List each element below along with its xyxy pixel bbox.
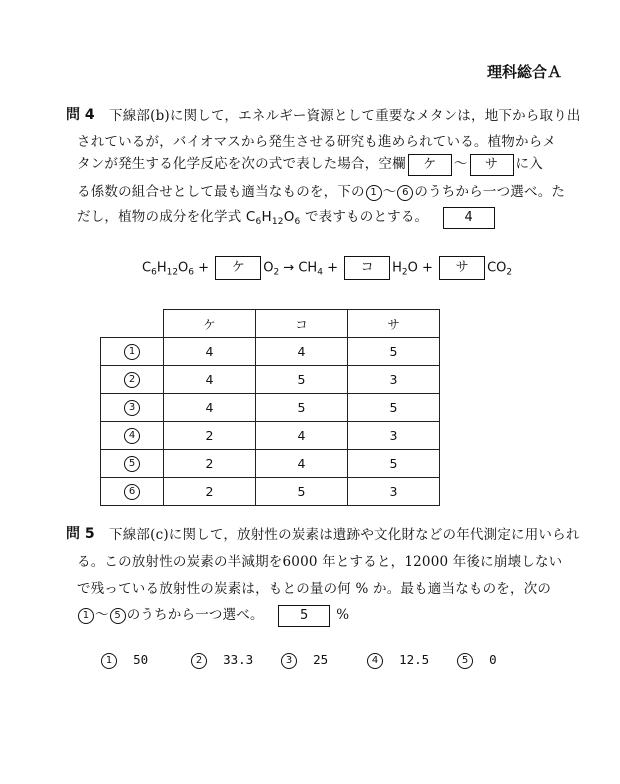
eq-h-sub: 12 <box>166 267 179 278</box>
q4-line5 <box>77 205 497 229</box>
circled-number: 4 <box>367 653 383 669</box>
circled-number: 4 <box>124 428 140 444</box>
eq-o: O <box>178 260 189 276</box>
eq-h: H <box>156 260 167 276</box>
option-1[interactable] <box>100 652 148 669</box>
tilde: 〜 <box>382 184 397 200</box>
chemical-equation <box>142 256 512 280</box>
circled-number: 1 <box>124 344 140 360</box>
blank-ke-box: ケ <box>408 154 452 176</box>
circled-number-5: 5 <box>110 608 126 624</box>
eq-blank-ko-box: コ <box>344 256 390 280</box>
q4-line1: 下線部(b)に関して，エネルギー資源として重要なメタンは，地下から取り出 <box>109 108 581 124</box>
q4-line4-text-c: のうちから一つ選べ。た <box>414 184 566 200</box>
circled-number-6: 6 <box>397 185 413 201</box>
q4-line5-text-a: だし，植物の成分を化学式 <box>77 209 246 225</box>
cell-sa: 3 <box>348 366 440 394</box>
q4-label: 問 4 <box>66 107 95 123</box>
q5-line1: 下線部(c)に関して，放射性の炭素は遺跡や文化財などの年代測定に用いられ <box>109 527 580 543</box>
eq-h2o-o: O <box>407 260 418 276</box>
cell-ko: 5 <box>256 478 348 506</box>
q5-label: 問 5 <box>66 526 95 542</box>
cell-sa: 5 <box>348 394 440 422</box>
cell-ke: 2 <box>164 478 256 506</box>
eq-arrow: → <box>283 260 295 276</box>
cell-ko: 5 <box>256 366 348 394</box>
eq-ch4: CH <box>298 260 318 276</box>
eq-h2o-sub: 2 <box>401 267 408 278</box>
eq-h2o-h: H <box>392 260 402 276</box>
q5-line3: で残っている放射性の炭素は，もとの量の何 % か。最も適当なものを，次の <box>77 581 552 597</box>
cell-ko: 5 <box>256 394 348 422</box>
q4-line5-text-b: で表すものとする。 <box>300 209 429 225</box>
tilde: 〜 <box>453 156 468 172</box>
q4-line3-text-a: タンが発生する化学反応を次の式で表した場合，空欄 <box>77 156 406 172</box>
table-header-ke: ケ <box>164 310 256 338</box>
table-header-sa: サ <box>348 310 440 338</box>
option-value: 12.5 <box>399 652 430 667</box>
q4-line3 <box>77 152 543 176</box>
cell-ke: 4 <box>164 366 256 394</box>
eq-c: C <box>142 260 152 276</box>
eq-plus: + <box>422 260 433 276</box>
row-number-cell <box>101 366 164 394</box>
q4-line4 <box>77 180 565 201</box>
cell-sa: 5 <box>348 338 440 366</box>
eq-o2: O <box>263 260 274 276</box>
option-value: 0 <box>489 652 497 667</box>
cell-ke: 4 <box>164 394 256 422</box>
exam-subject-header: 理科総合Ａ <box>486 63 562 81</box>
eq-o-sub: 6 <box>188 267 195 278</box>
q5-line2: る。この放射性の炭素の半減期を6000 年とすると，12000 年後に崩壊しない <box>77 554 563 570</box>
option-value: 50 <box>133 652 149 667</box>
cell-ke: 2 <box>164 450 256 478</box>
row-number-cell <box>101 478 164 506</box>
eq-o2-sub: 2 <box>273 267 280 278</box>
row-number-cell <box>101 450 164 478</box>
eq-c-sub: 6 <box>151 267 157 278</box>
answer-box-4[interactable]: 4 <box>443 207 495 229</box>
circled-number: 5 <box>124 456 140 472</box>
option-5[interactable] <box>456 652 497 669</box>
table-row[interactable] <box>101 422 440 450</box>
eq-plus: + <box>327 260 338 276</box>
circled-number: 3 <box>124 400 140 416</box>
table-row[interactable] <box>101 478 440 506</box>
table-corner <box>101 310 164 338</box>
eq-blank-ke-box: ケ <box>215 256 261 280</box>
cell-ke: 2 <box>164 422 256 450</box>
formula-glucose: $C_6H_{12}O_6$ <box>245 209 301 227</box>
q4-line3-text-b: に入 <box>515 156 543 172</box>
table-header-row <box>101 310 440 338</box>
row-number-cell <box>101 338 164 366</box>
eq-plus: + <box>198 260 210 276</box>
option-value: 33.3 <box>223 652 254 667</box>
circled-number: 2 <box>124 372 140 388</box>
cell-ke: 4 <box>164 338 256 366</box>
option-2[interactable] <box>190 652 253 669</box>
q4-line4-text-a: る係数の組合せとして最も適当なものを，下の <box>77 184 365 200</box>
q5-line4 <box>77 603 349 627</box>
option-3[interactable] <box>280 652 328 669</box>
circled-number-1: 1 <box>78 608 94 624</box>
table-row[interactable] <box>101 338 440 366</box>
cell-ko: 4 <box>256 422 348 450</box>
cell-ko: 4 <box>256 450 348 478</box>
blank-sa-box: サ <box>470 154 514 176</box>
circled-number: 6 <box>124 484 140 500</box>
eq-co2: CO <box>487 260 507 276</box>
cell-sa: 3 <box>348 422 440 450</box>
option-4[interactable] <box>366 652 429 669</box>
cell-sa: 3 <box>348 478 440 506</box>
q4-line2: されているが，バイオマスから発生させる研究も進められている。植物からメ <box>77 134 557 150</box>
q5-line4-text: のうちから一つ選べ。 <box>126 607 264 623</box>
cell-ko: 4 <box>256 338 348 366</box>
row-number-cell <box>101 422 164 450</box>
eq-blank-sa-box: サ <box>439 256 485 280</box>
answer-box-5[interactable]: 5 <box>278 605 330 627</box>
circled-number: 5 <box>457 653 473 669</box>
table-header-ko: コ <box>256 310 348 338</box>
circled-number: 3 <box>281 653 297 669</box>
table-row[interactable] <box>101 366 440 394</box>
answer-choice-table <box>100 309 440 506</box>
table-row[interactable] <box>101 450 440 478</box>
cell-sa: 5 <box>348 450 440 478</box>
percent-sign: % <box>336 607 350 623</box>
tilde: 〜 <box>95 607 109 623</box>
circled-number: 2 <box>191 653 207 669</box>
row-number-cell <box>101 394 164 422</box>
circled-number: 1 <box>101 653 117 669</box>
eq-ch4-sub: 4 <box>317 267 323 278</box>
circled-number-1: 1 <box>366 185 382 201</box>
option-value: 25 <box>313 652 329 667</box>
eq-co2-sub: 2 <box>506 267 513 278</box>
table-row[interactable] <box>101 394 440 422</box>
